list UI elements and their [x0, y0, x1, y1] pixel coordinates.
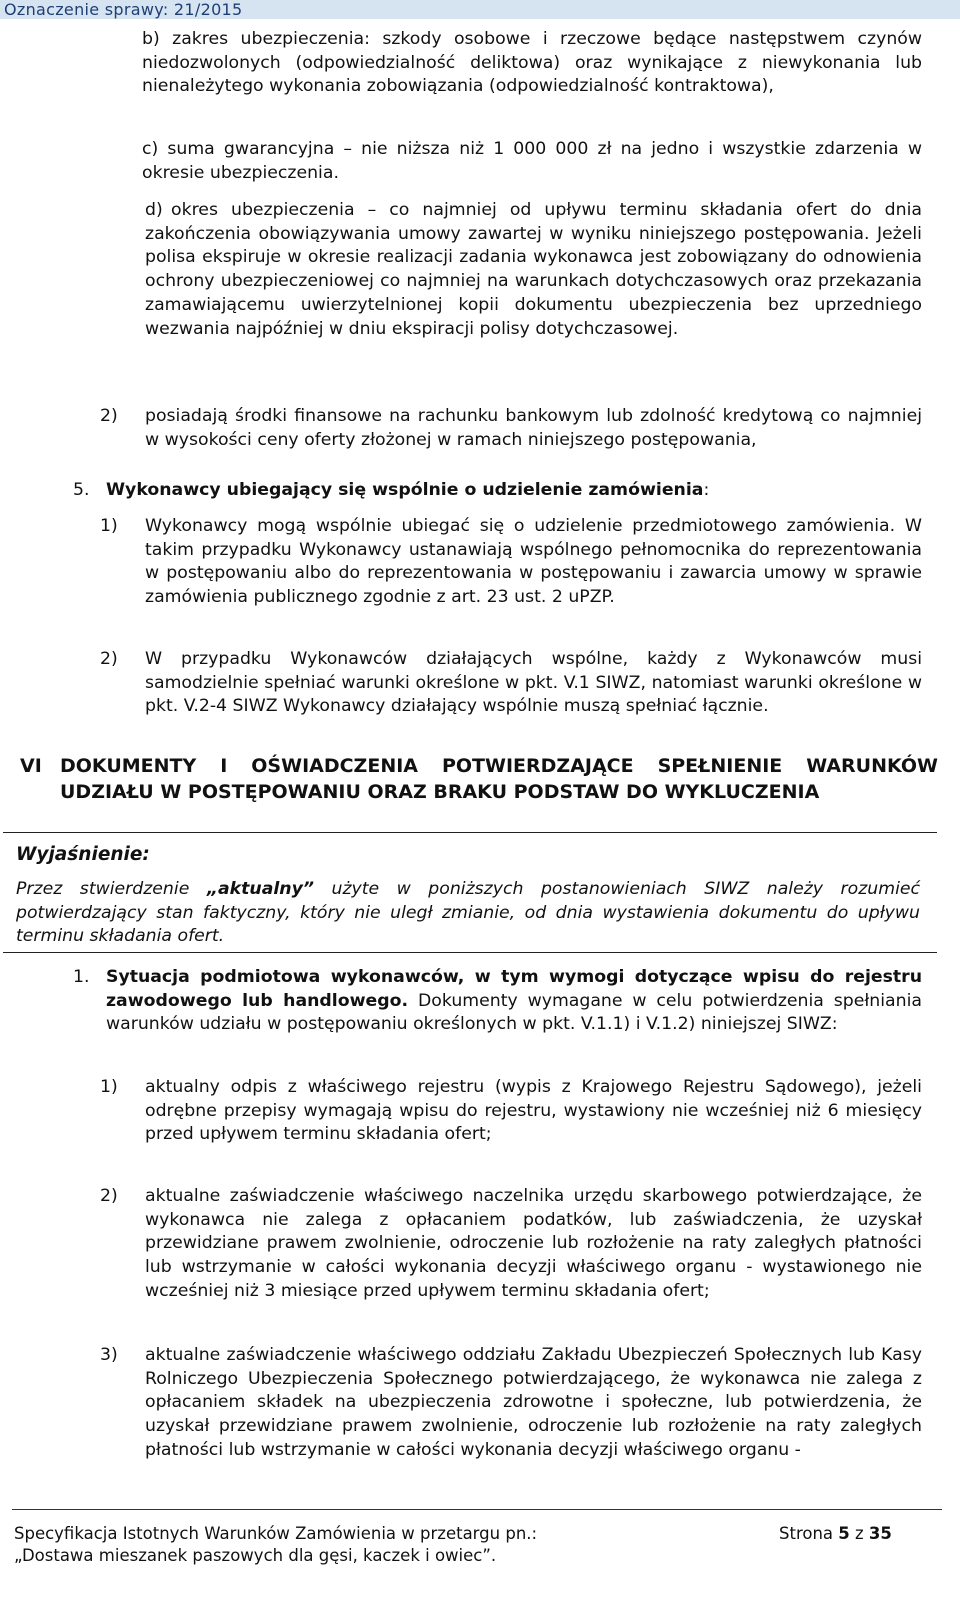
section-5-heading [106, 479, 709, 503]
page-prefix: Strona [779, 1524, 839, 1543]
section-5-item-1-text: Wykonawcy mogą wspólnie ubiegać się o udzielenie przedmiotowego zamówienia. W takim przypadku Wykonawcy ustanawiają wspólnego pełnomocnika do reprezentowania w postępowaniu albo do reprezentowania w postępowaniu i zawarcia umowy w sprawie zamówienia publicznego zgodnie z art. 23 ust. 2 uPZP. [145, 516, 922, 608]
explanation-text-before: Przez stwierdzenie [16, 879, 207, 899]
section-5-number: 5. [73, 480, 90, 500]
page-number [779, 1524, 892, 1544]
section-5-item-1-label: 1) [100, 516, 118, 536]
document-item-label: 1) [100, 1077, 118, 1097]
section-vi-number: VI [20, 755, 42, 777]
footer-title-line: Specyfikacja Istotnych Warunków Zamówienia w przetargu pn.: [14, 1524, 538, 1543]
section-5-title: Wykonawcy ubiegający się wspólnie o udzielenie zamówienia [106, 480, 704, 500]
section-vi-title: DOKUMENTY I OŚWIADCZENIA POTWIERDZAJĄCE SPEŁNIENIE WARUNKÓW UDZIAŁU W POSTĘPOWANIU ORAZ BRAKU PODSTAW DO WYKLUCZENIA [60, 755, 938, 803]
item-c [142, 138, 922, 185]
section-vi-item-1-body: Dokumenty wymagane w celu potwierdzenia spełniania warunków udziału w postępowaniu określonych w pkt. V.1.1) i V.1.2) niniejszej SIWZ: [106, 990, 922, 1035]
section-5-item-2-text: W przypadku Wykonawców działających wspólne, każdy z Wykonawców musi samodzielnie spełniać warunki określone w pkt. V.1 SIWZ, natomiast warunki określone w pkt. V.2-4 SIWZ Wykonawcy działający wspólnie muszą spełniać łącznie. [145, 649, 922, 717]
item-b-label: b) [142, 29, 160, 49]
item-d-label: d) [145, 200, 163, 220]
explanation-text-after: użyte w poniższych postanowieniach SIWZ należy rozumieć potwierdzający stan faktyczny, który nie uległ zmianie, od dnia wystawienia dokumentu do upływu terminu składania ofert. [16, 879, 921, 947]
footer-subject-line: „Dostawa mieszanek paszowych dla gęsi, kaczek i owiec”. [14, 1546, 497, 1565]
case-number: Oznaczenie sprawy: 21/2015 [4, 0, 243, 19]
document-item-text: aktualne zaświadczenie właściwego oddziału Zakładu Ubezpieczeń Społecznych lub Kasy Rolniczego Ubezpieczenia Społecznego potwierdzającego, że wykonawca nie zalega z opłacaniem składek na ubezpieczenia zdrowotne i społeczne, lub potwierdzenia, że uzyskał przewidziane prawem zwolnienie, odroczenie lub rozłożenie na raty zaległych płatności lub wstrzymanie w całości wykonania decyzji właściwego organu - [145, 1345, 922, 1460]
document-item-text: aktualny odpis z właściwego rejestru (wypis z Krajowego Rejestru Sądowego), jeżeli odrębne przepisy wymagają wpisu do rejestru, wystawiony nie wcześniej niż 6 miesięcy przed upływem terminu składania ofert; [145, 1077, 922, 1145]
footer-divider [12, 1509, 942, 1510]
section-5-colon: : [703, 480, 710, 500]
page-total: 35 [868, 1524, 892, 1543]
item-c-label: c) [142, 139, 159, 159]
item-b [142, 28, 922, 99]
explanation-heading: Wyjaśnienie: [16, 844, 150, 865]
section-vi-item-1-text [106, 966, 922, 1037]
section-vi-item-1-title: Sytuacja podmiotowa wykonawców, w tym wymogi dotyczące wpisu do rejestru zawodowego lub handlowego. [106, 967, 922, 1011]
item-d-text: okres ubezpieczenia – co najmniej od upływu terminu składania ofert do dnia zakończenia obowiązywania umowy zawartej w wyniku niniejszego postępowania. Jeżeli polisa ekspiruje w okresie realizacji zadania wykonawca jest zobowiązany do odnowienia ochrony ubezpieczeniowej co najmniej na warunkach dotychczasowych oraz przekazania zamawiającemu uwierzytelnionej kopii dokumentu ubezpieczenia bez uprzedniego wezwania najpóźniej w dniu ekspiracji polisy dotychczasowej. [145, 200, 922, 339]
document-item-label: 2) [100, 1186, 118, 1206]
item-b-text: zakres ubezpieczenia: szkody osobowe i rzeczowe będące następstwem czynów niedozwolonych (odpowiedzialność deliktowa) oraz wynikające z niewykonania lub nienależytego wykonania zobowiązania (odpowiedzialność kontraktowa), [142, 29, 922, 97]
section-5-item-2-label: 2) [100, 649, 118, 669]
page-separator: z [849, 1524, 869, 1543]
page-current: 5 [838, 1524, 850, 1543]
document-item-text: aktualne zaświadczenie właściwego naczelnika urzędu skarbowego potwierdzające, że wykonawca nie zalega z opłacaniem podatków, lub zaświadczenia, że uzyskał przewidziane prawem zwolnienie, odroczenie lub rozłożenie na raty zaległych płatności lub wstrzymanie w całości wykonania decyzji właściwego organu - wystawionego nie wcześniej niż 3 miesiące przed upływem terminu składania ofert; [145, 1186, 922, 1301]
item-c-text: suma gwarancyjna – nie niższa niż 1 000 000 zł na jedno i wszystkie zdarzenia w okresie ubezpieczenia. [142, 139, 922, 183]
explanation-text [16, 878, 920, 949]
item-2-text: posiadają środki finansowe na rachunku bankowym lub zdolność kredytową co najmniej w wysokości ceny oferty złożonej w ramach niniejszego postępowania, [145, 406, 922, 450]
explanation-quoted-term: „aktualny” [206, 879, 314, 899]
item-2-label: 2) [100, 406, 118, 426]
page-header [0, 0, 960, 19]
section-vi-item-1-number: 1. [73, 967, 90, 987]
document-item-label: 3) [100, 1345, 118, 1365]
